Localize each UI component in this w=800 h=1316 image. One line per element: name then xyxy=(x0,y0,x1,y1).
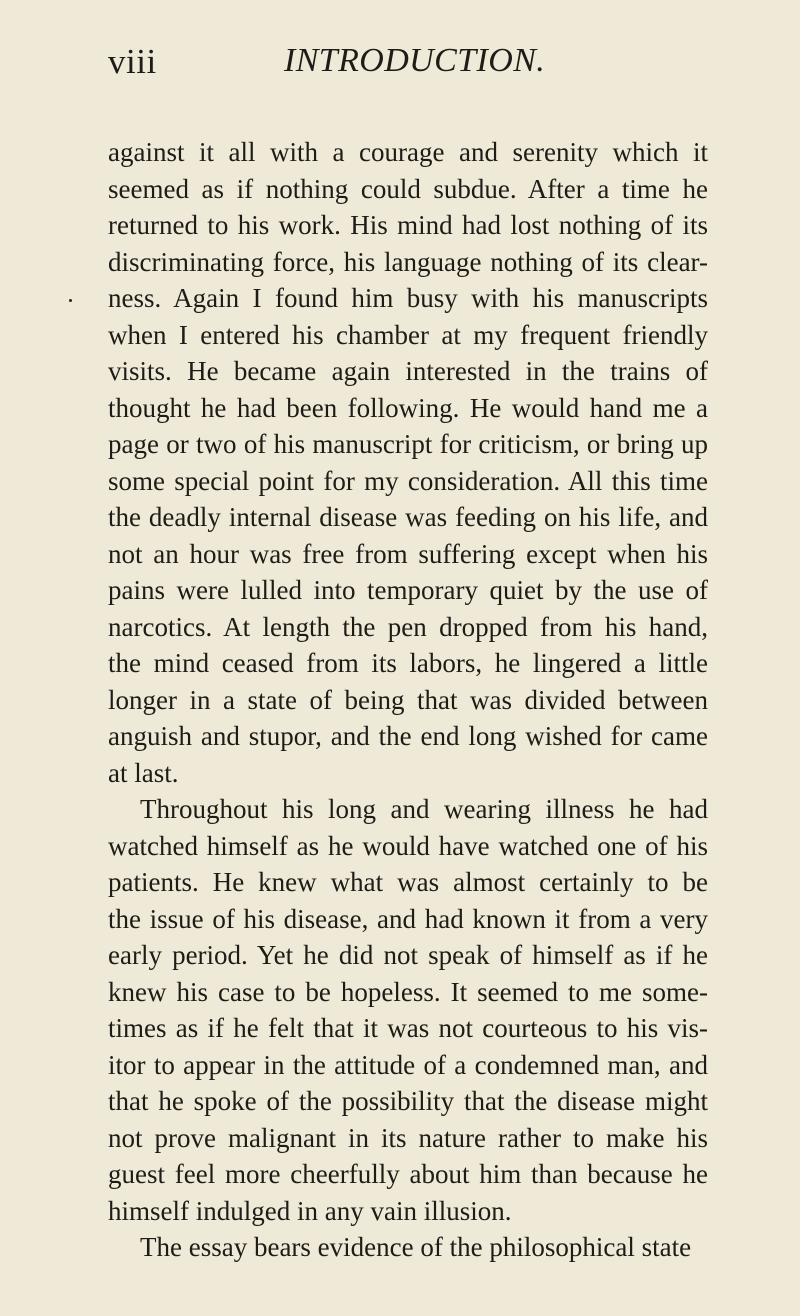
text-line: seemed as if nothing could subdue. After a time he xyxy=(108,173,708,204)
body-text xyxy=(108,134,708,1266)
text-line: The essay bears evidence of the philosophical state xyxy=(140,1232,692,1262)
text-line: watched himself as he would have watched one of his xyxy=(108,830,708,861)
text-line: some special point for my consideration. All this time xyxy=(108,465,708,496)
text-line: when I entered his chamber at my frequent friendly xyxy=(108,319,708,350)
text-line: returned to his work. His mind had lost nothing of its xyxy=(108,210,708,240)
text-line: itor to appear in the attitude of a condemned man, and xyxy=(108,1049,708,1080)
text-line: Throughout his long and wearing illness he had xyxy=(140,794,708,824)
text-line: the deadly internal disease was feeding on his life, and xyxy=(108,502,708,532)
text-line: page or two of his manuscript for criticism, or bring up xyxy=(108,429,708,459)
text-line: the mind ceased from its labors, he lingered a little xyxy=(108,648,708,678)
text-line: ness. Again I found him busy with his manuscripts xyxy=(108,283,708,313)
text-line: visits. He became again interested in the trains of xyxy=(108,356,708,386)
text-line: guest feel more cheerfully about him than because he xyxy=(108,1159,708,1189)
text-line: narcotics. At length the pen dropped from his hand, xyxy=(108,611,708,642)
text-line: against it all with a courage and serenity which it xyxy=(108,137,708,167)
text-line: not prove malignant in its nature rather to make his xyxy=(108,1122,708,1153)
text-line: thought he had been following. He would hand me a xyxy=(108,392,708,423)
text-line: himself indulged in any vain illusion. xyxy=(108,1195,512,1226)
text-line: early period. Yet he did not speak of himself as if he xyxy=(108,940,708,970)
running-head xyxy=(108,42,708,94)
margin-speck xyxy=(69,299,72,302)
text-line: not an hour was free from suffering except when his xyxy=(108,538,708,569)
text-line: anguish and stupor, and the end long wished for came xyxy=(108,721,708,751)
text-line: knew his case to be hopeless. It seemed to me some- xyxy=(108,976,708,1007)
text-line: at last. xyxy=(108,757,179,788)
text-line: longer in a state of being that was divided between xyxy=(108,684,708,715)
running-title: INTRODUCTION. xyxy=(284,42,546,79)
text-line: times as if he felt that it was not courteous to his vis- xyxy=(108,1013,708,1043)
text-line: patients. He knew what was almost certainly to be xyxy=(108,867,708,897)
text-line: pains were lulled into temporary quiet by the use of xyxy=(108,575,708,605)
text-line: that he spoke of the possibility that the disease might xyxy=(108,1086,708,1116)
page-number: viii xyxy=(108,42,157,81)
text-line: discriminating force, his language nothing of its clear- xyxy=(108,246,708,277)
text-line: the issue of his disease, and had known it from a very xyxy=(108,903,708,934)
